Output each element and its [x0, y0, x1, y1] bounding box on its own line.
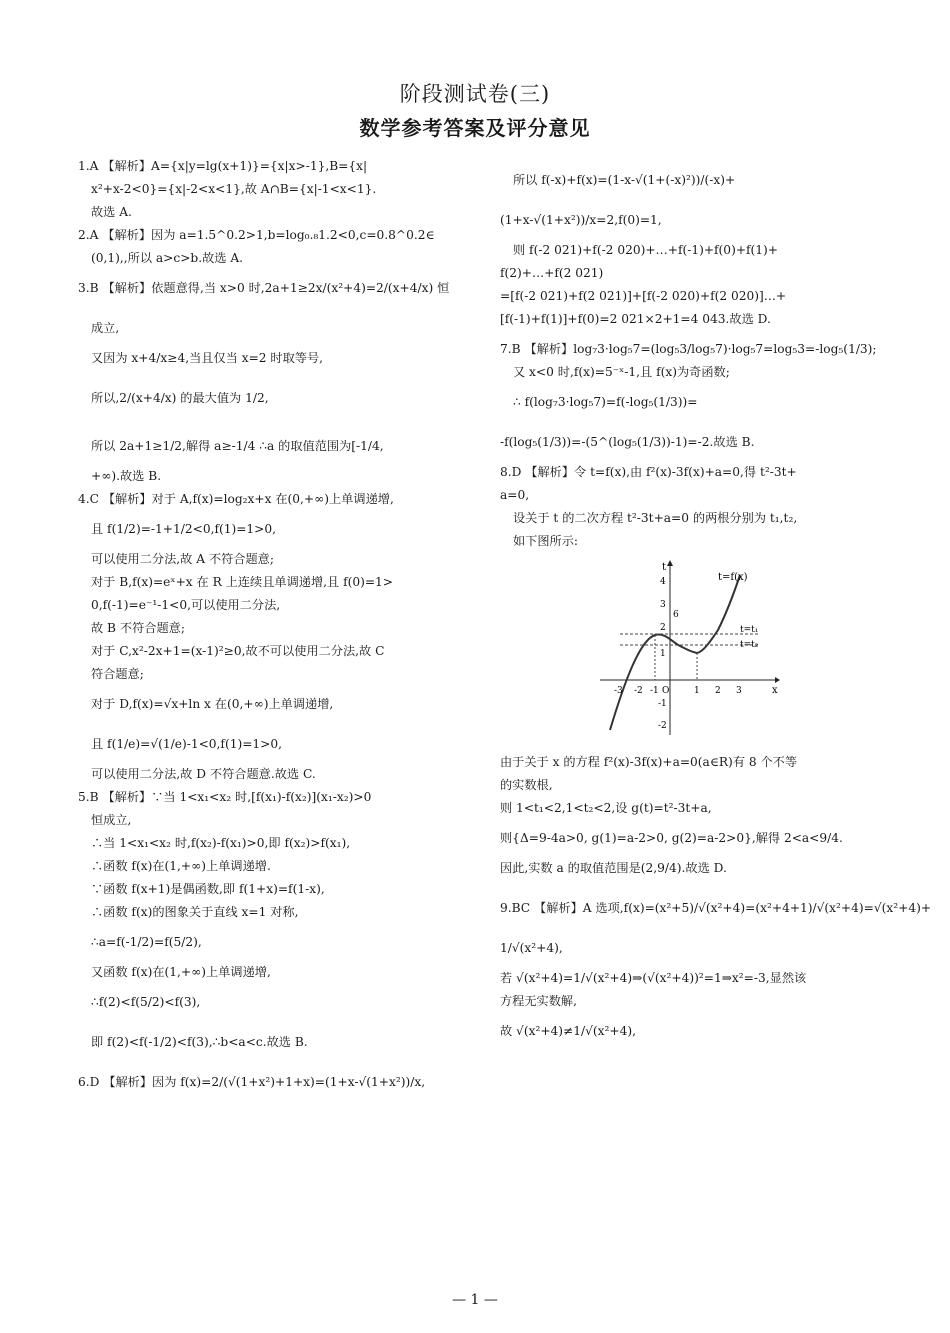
left-column — [78, 158, 463, 1097]
answer-line: 2.A 【解析】因为 a=1.5^0.2>1,b=log₀.₈1.2<0,c=0.8^0.2∈ — [78, 228, 435, 242]
answer-line: ∴f(2)<f(5/2)<f(3), — [91, 995, 201, 1009]
answer-line: +∞).故选 B. — [91, 469, 162, 483]
answer-line: 对于 D,f(x)=√x+ln x 在(0,+∞)上单调递增, — [91, 697, 334, 711]
answer-line: 1/√(x²+4), — [500, 941, 563, 955]
answer-line: 成立, — [91, 321, 120, 335]
answer-line: 又因为 x+4/x≥4,当且仅当 x=2 时取等号, — [91, 351, 324, 365]
x-axis-arrow — [775, 677, 780, 683]
answer-line: 即 f(2)<f(-1/2)<f(3),∴b<a<c.故选 B. — [91, 1035, 308, 1049]
answer-line: a=0, — [500, 488, 530, 502]
answer-line: 所以,2/(x+4/x) 的最大值为 1/2, — [91, 391, 269, 405]
answer-line: 0,f(-1)=e⁻¹-1<0,可以使用二分法, — [91, 598, 281, 612]
answer-line: [f(-1)+f(1)]+f(0)=2 021×2+1=4 043.故选 D. — [500, 312, 771, 326]
answer-line: 因此,实数 a 的取值范围是(2,9/4).故选 D. — [500, 861, 727, 875]
y-axis-label: t — [662, 562, 667, 573]
answer-line: x²+x-2<0}={x|-2<x<1},故 A∩B={x|-1<x<1}. — [91, 182, 377, 196]
x-tick: O — [662, 686, 670, 696]
answer-line: 3.B 【解析】依题意得,当 x>0 时,2a+1≥2x/(x²+4)=2/(x+4/x) 恒 — [78, 281, 450, 295]
answer-line: ∴当 1<x₁<x₂ 时,f(x₂)-f(x₁)>0,即 f(x₂)>f(x₁), — [91, 836, 351, 850]
answer-line: ∴a=f(-1/2)=f(5/2), — [91, 935, 202, 949]
y-tick: 2 — [660, 623, 666, 633]
answer-line: 如下图所示: — [513, 534, 579, 548]
x-axis-label: x — [772, 685, 778, 696]
curve-label: t=f(x) — [718, 572, 748, 583]
y-tick: 4 — [660, 577, 666, 587]
answer-line: 且 f(1/2)=-1+1/2<0,f(1)=1>0, — [91, 522, 277, 536]
answer-line: 又 x<0 时,f(x)=5⁻ˣ-1,且 f(x)为奇函数; — [513, 365, 730, 379]
answer-line: 6.D 【解析】因为 f(x)=2/(√(1+x²)+1+x)=(1+x-√(1+x²))/x, — [78, 1075, 426, 1089]
curve-t-f-x — [610, 575, 740, 730]
x-tick: 1 — [694, 686, 700, 696]
answer-line: 对于 B,f(x)=eˣ+x 在 R 上连续且单调递增,且 f(0)=1> — [91, 575, 394, 589]
page-title: 阶段测试卷(三) — [399, 82, 551, 106]
answer-line: 故选 A. — [91, 205, 132, 219]
answer-line: 5.B 【解析】∵当 1<x₁<x₂ 时,[f(x₁)-f(x₂)](x₁-x₂)>0 — [78, 790, 372, 804]
answer-line: 所以 f(-x)+f(x)=(1-x-√(1+(-x)²))/(-x)+ — [513, 173, 736, 187]
answer-line: (1+x-√(1+x²))/x=2,f(0)=1, — [500, 213, 662, 227]
answer-line: 则{Δ=9-4a>0, g(1)=a-2>0, g(2)=a-2>0},解得 2<a<9/4. — [500, 831, 843, 845]
answer-line: 对于 C,x²-2x+1=(x-1)²≥0,故不可以使用二分法,故 C — [91, 644, 385, 658]
x-tick: -2 — [634, 686, 643, 696]
answer-line: 由于关于 x 的方程 f²(x)-3f(x)+a=0(a∈R)有 8 个不等 — [500, 755, 798, 769]
answer-line: 若 √(x²+4)=1/√(x²+4)⇒(√(x²+4))²=1⇒x²=-3,显然该 — [500, 971, 807, 985]
answer-line: f(2)+…+f(2 021) — [500, 266, 604, 280]
answer-line: (0,1),,所以 a>c>b.故选 A. — [91, 251, 244, 265]
answer-line: 符合题意; — [91, 667, 144, 681]
answer-line: 且 f(1/e)=√(1/e)-1<0,f(1)=1>0, — [91, 737, 283, 751]
x-tick: 3 — [736, 686, 742, 696]
answer-line: 则 f(-2 021)+f(-2 020)+…+f(-1)+f(0)+f(1)+ — [513, 243, 779, 257]
answer-line: 故 B 不符合题意; — [91, 621, 185, 635]
y-tick-extra: 6 — [673, 610, 679, 620]
answer-line: 方程无实数解, — [500, 994, 577, 1008]
y-tick: 1 — [660, 649, 666, 659]
y-tick: -2 — [658, 721, 667, 731]
answer-line: 7.B 【解析】log₇3·log₅7=(log₅3/log₅7)·log₅7=log₅3=-log₅(1/3); — [500, 342, 877, 356]
answer-line: 可以使用二分法,故 A 不符合题意; — [91, 552, 274, 566]
x-tick: -3 — [614, 686, 623, 696]
page-number: — 1 — — [452, 1292, 498, 1308]
answer-line: ∴函数 f(x)在(1,+∞)上单调递增. — [91, 859, 271, 873]
answer-line: 设关于 t 的二次方程 t²-3t+a=0 的两根分别为 t₁,t₂, — [513, 511, 798, 525]
right-column — [500, 158, 932, 1046]
answer-line: 的实数根, — [500, 778, 553, 792]
function-graph — [600, 560, 780, 740]
answer-line: ∴函数 f(x)的图象关于直线 x=1 对称, — [91, 905, 299, 919]
answer-line: -f(log₅(1/3))=-(5^(log₅(1/3))-1)=-2.故选 B. — [500, 435, 755, 449]
page-subtitle: 数学参考答案及评分意见 — [359, 116, 591, 140]
answer-line: ∵函数 f(x+1)是偶函数,即 f(1+x)=f(1-x), — [91, 882, 325, 896]
answer-line: 4.C 【解析】对于 A,f(x)=log₂x+x 在(0,+∞)上单调递增, — [78, 492, 394, 506]
t2-label: t=t₂ — [740, 640, 759, 650]
y-tick: -1 — [658, 699, 667, 709]
answer-line: 恒成立, — [91, 813, 132, 827]
answer-line: 1.A 【解析】A={x|y=lg(x+1)}={x|x>-1},B={x| — [78, 159, 368, 173]
answer-line: 9.BC 【解析】A 选项,f(x)=(x²+5)/√(x²+4)=(x²+4+1)/√(x²+4)=√(x²+4)+ — [500, 901, 932, 915]
answer-line: ∴ f(log₇3·log₅7)=f(-log₅(1/3))= — [513, 395, 698, 409]
answer-line: =[f(-2 021)+f(2 021)]+[f(-2 020)+f(2 020)]…+ — [500, 289, 787, 303]
x-tick: -1 — [650, 686, 659, 696]
answer-line: 可以使用二分法,故 D 不符合题意.故选 C. — [91, 767, 316, 781]
answer-line: 又函数 f(x)在(1,+∞)上单调递增, — [91, 965, 271, 979]
answer-line: 所以 2a+1≥1/2,解得 a≥-1/4 ∴a 的取值范围为[-1/4, — [91, 439, 384, 453]
y-tick: 3 — [660, 600, 666, 610]
answer-line: 故 √(x²+4)≠1/√(x²+4), — [500, 1024, 637, 1038]
answer-line: 8.D 【解析】令 t=f(x),由 f²(x)-3f(x)+a=0,得 t²-3t+ — [500, 465, 797, 479]
t1-label: t=t₁ — [740, 625, 759, 635]
x-tick: 2 — [715, 686, 721, 696]
answer-line: 则 1<t₁<2,1<t₂<2,设 g(t)=t²-3t+a, — [500, 801, 712, 815]
y-axis-arrow — [667, 560, 673, 566]
